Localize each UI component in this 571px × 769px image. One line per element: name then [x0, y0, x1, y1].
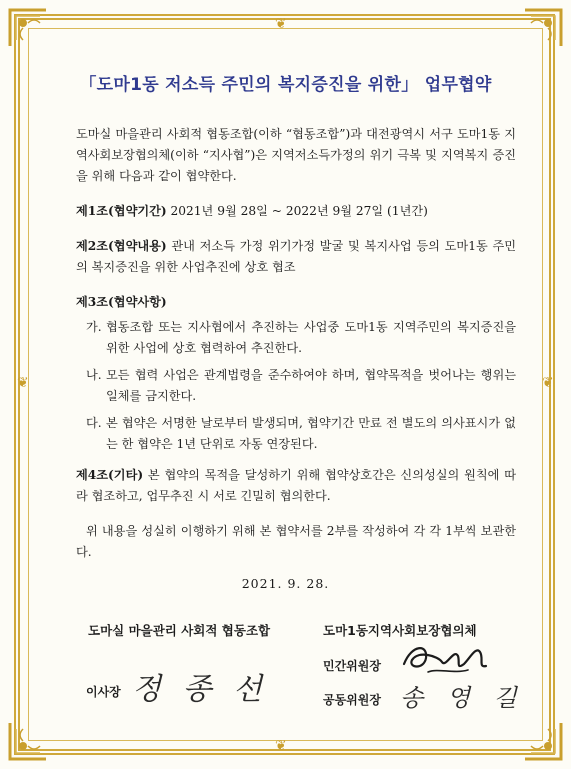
corner-ornament-icon [521, 6, 565, 50]
left-party-role: 이사장 [86, 685, 121, 699]
list-item [76, 413, 516, 455]
right-party-role-2: 공동위원장 [323, 693, 381, 707]
closing-paragraph: 위 내용을 성실히 이행하기 위해 본 협약서를 2부를 작성하여 각 각 1부씩 보관한다. [76, 524, 516, 559]
list-item [76, 365, 516, 407]
top-edge-ornament-icon: ❦ [275, 16, 287, 32]
left-edge-ornament-icon: ❦ [17, 375, 29, 391]
corner-ornament-icon [521, 719, 565, 763]
corner-ornament-icon [6, 6, 50, 50]
right-party-org: 도마1동지역사회보장협의체 [323, 623, 477, 638]
agreement-body [76, 124, 516, 577]
item-text: 모든 협력 사업은 관계법령을 준수하여야 하며, 협약목적을 벗어나는 행위는 일체를 금지한다. [106, 368, 516, 403]
right-edge-ornament-icon: ❦ [542, 375, 554, 391]
article-2-text: 관내 저소득 가정 위기가정 발굴 및 복지사업 등의 도마1동 주민의 복지증진을 위한 사업추진에 상호 협조 [76, 239, 516, 274]
right-signature: 송 영 길 [400, 684, 525, 712]
article-3-items [76, 317, 516, 455]
intro-paragraph: 도마실 마을관리 사회적 협동조합(이하 “협동조합”)과 대전광역시 서구 도마1동 지역사회보장협의체(이하 “지사협”)은 지역저소득가정의 위기 극복 및 지역복지 증진을 위해 다음과 같이 협약한다. [76, 127, 516, 183]
article-4-heading: 제4조(기타) [76, 468, 144, 482]
item-text: 본 협약은 서명한 날로부터 발생되며, 협약기간 만료 전 별도의 의사표시가 없는 한 협약은 1년 단위로 자동 연장된다. [106, 416, 516, 451]
article-4-text: 본 협약의 목적을 달성하기 위해 협약상호간은 신의성실의 원칙에 따라 협조하고, 업무추진 시 서로 긴밀히 협의한다. [76, 468, 516, 503]
item-text: 협동조합 또는 지사협에서 추진하는 사업중 도마1동 지역주민의 복지증진을 위한 사업에 상호 협력하여 추진한다. [106, 320, 516, 355]
article-2-heading: 제2조(협약내용) [76, 239, 167, 253]
article-4 [76, 465, 516, 507]
handwritten-signature-icon [398, 638, 490, 678]
article-1-text: 2021년 9월 28일 ~ 2022년 9월 27일 (1년간) [166, 204, 428, 218]
article-3 [76, 292, 516, 313]
right-party-role-1: 민간위원장 [323, 659, 381, 673]
article-2 [76, 236, 516, 278]
left-signature: 정 종 선 [132, 672, 269, 707]
signing-date: 2021. 9. 28. [241, 576, 330, 591]
item-marker: 가. [86, 320, 102, 334]
corner-ornament-icon [6, 719, 50, 763]
article-1-heading: 제1조(협약기간) [76, 204, 167, 218]
item-marker: 나. [86, 368, 102, 382]
item-marker: 다. [86, 416, 102, 430]
agreement-title: 「도마1동 저소득 주민의 복지증진을 위한」 업무협약 [79, 75, 492, 95]
article-1 [76, 201, 516, 222]
bottom-edge-ornament-icon: ❦ [275, 738, 287, 754]
left-party-org: 도마실 마을관리 사회적 협동조합 [88, 623, 271, 638]
article-3-heading: 제3조(협약사항) [76, 295, 167, 309]
list-item [76, 317, 516, 359]
